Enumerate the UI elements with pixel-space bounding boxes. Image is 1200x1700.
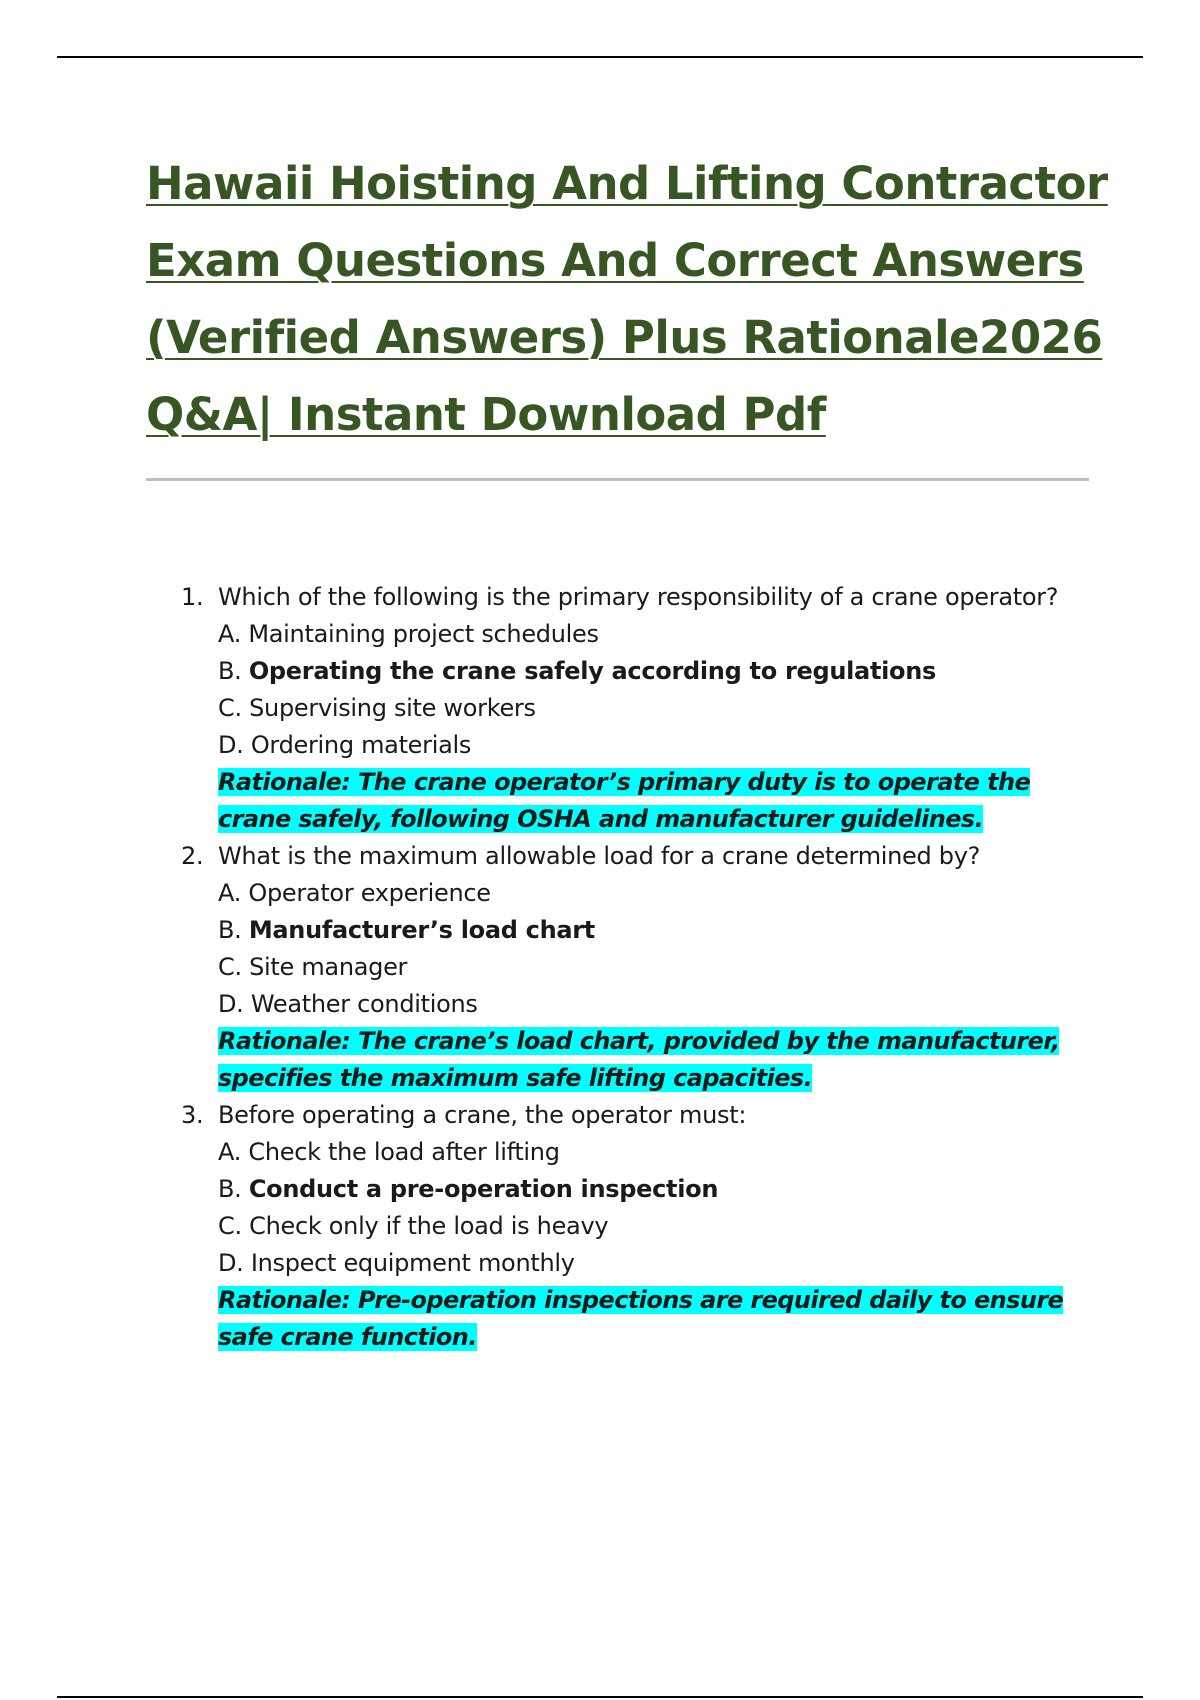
question-text: Before operating a crane, the operator must: [218, 1101, 747, 1129]
rationale: Rationale: Pre-operation inspections are required daily to ensure safe crane function. [218, 1286, 1064, 1351]
option-c: C. Site manager [218, 953, 408, 981]
question-1 [176, 579, 1096, 838]
option-d: D. Inspect equipment monthly [218, 1249, 575, 1277]
option-a: A. Check the load after lifting [218, 1138, 560, 1166]
title-separator [146, 478, 1089, 481]
option-b-correct: B. Conduct a pre-operation inspection [218, 1175, 719, 1203]
question-number: 2. [181, 842, 204, 870]
question-text: What is the maximum allowable load for a crane determined by? [218, 842, 981, 870]
title-line-1: Hawaii Hoisting And Lifting Contractor [146, 157, 1108, 210]
question-list [176, 579, 1096, 1356]
rationale: Rationale: The crane operator’s primary duty is to operate the crane safely, following OSHA and manufacturer guidelines. [218, 768, 1031, 833]
option-d: D. Ordering materials [218, 731, 472, 759]
option-a: A. Maintaining project schedules [218, 620, 599, 648]
title-line-4: Q&A| Instant Download Pdf [146, 388, 826, 441]
document-title [146, 145, 1106, 453]
option-d: D. Weather conditions [218, 990, 478, 1018]
question-3 [176, 1097, 1096, 1356]
title-line-3: (Verified Answers) Plus Rationale2026 [146, 311, 1103, 364]
option-b-correct: B. Manufacturer’s load chart [218, 916, 595, 944]
option-c: C. Supervising site workers [218, 694, 536, 722]
rationale: Rationale: The crane’s load chart, provided by the manufacturer, specifies the maximum safe lifting capacities. [218, 1027, 1060, 1092]
title-line-2: Exam Questions And Correct Answers [146, 234, 1084, 287]
bottom-rule [57, 1696, 1143, 1698]
option-a: A. Operator experience [218, 879, 491, 907]
question-text: Which of the following is the primary responsibility of a crane operator? [218, 583, 1059, 611]
question-2 [176, 838, 1096, 1097]
question-number: 3. [181, 1101, 204, 1129]
option-c: C. Check only if the load is heavy [218, 1212, 609, 1240]
top-rule [57, 56, 1143, 58]
question-number: 1. [181, 583, 204, 611]
option-b-correct: B. Operating the crane safely according to regulations [218, 657, 937, 685]
